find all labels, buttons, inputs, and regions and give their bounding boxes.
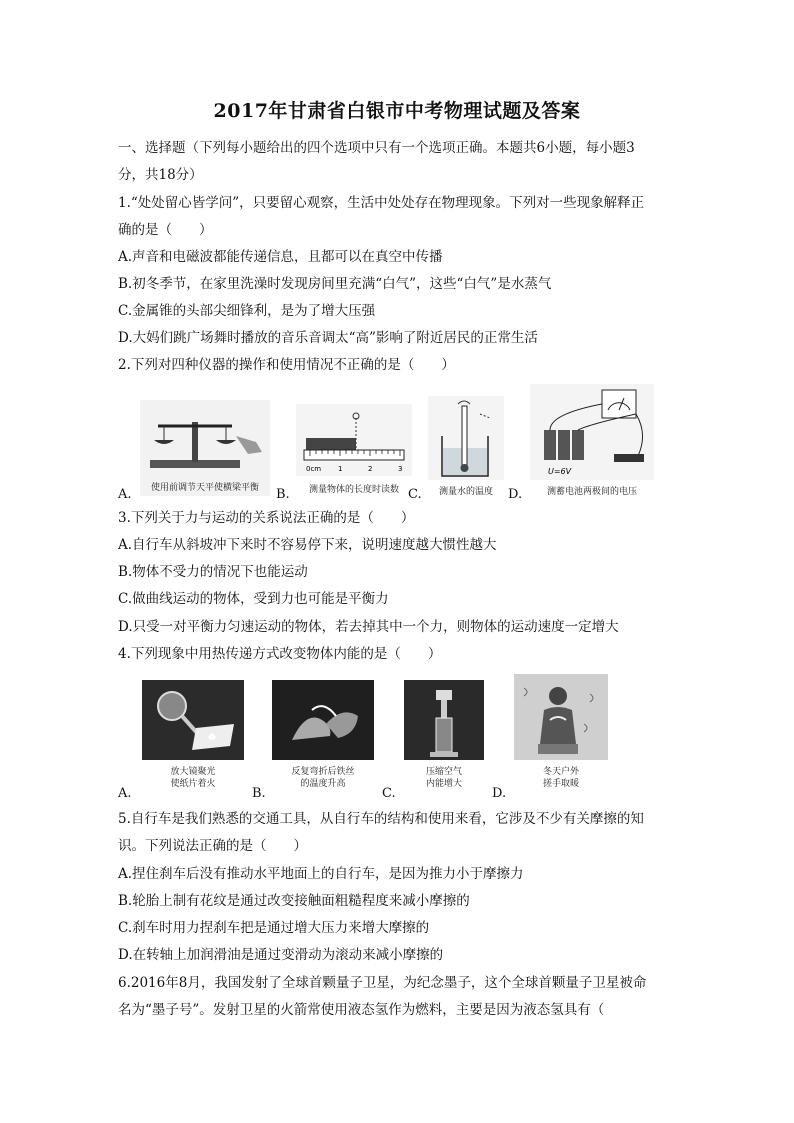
q6-stem-cont: 名为“墨子号”。发射卫星的火箭常使用液态氢作为燃料，主要是因为液态氢具有（ xyxy=(118,1002,605,1018)
q1-stem: 1.“处处留心皆学问”，只要留心观察，生活中处处存在物理现象。下列对一些现象解释正 xyxy=(118,195,645,211)
page-title: 2017年甘肃省白银市中考物理试题及答案 xyxy=(213,100,581,122)
q4-caption-c-line2: 内能增大 xyxy=(425,779,462,789)
q2-letter-d: D. xyxy=(508,487,523,502)
bending-wire-figure xyxy=(272,680,374,796)
q4-caption-d-line1: 冬天户外 xyxy=(542,767,579,777)
section-heading-cont: 分，共18分） xyxy=(118,167,203,183)
q4-caption-b-line2: 的温度升高 xyxy=(300,779,346,789)
q4-caption-b xyxy=(272,766,374,790)
q1-stem-cont: 确的是（ ） xyxy=(118,222,213,238)
q3-stem: 3.下列关于力与运动的关系说法正确的是（ ） xyxy=(118,510,415,526)
rubbing-hands-figure xyxy=(514,674,608,796)
q2-letter-c: C. xyxy=(408,487,422,502)
q4-letter-d: D. xyxy=(492,786,507,801)
q4-caption-d xyxy=(514,766,608,790)
air-pump-figure xyxy=(404,680,484,796)
q4-letter-c: C. xyxy=(382,786,396,801)
rubbing-hands-icon xyxy=(514,674,608,760)
q4-caption-c xyxy=(404,766,484,790)
q5-option-a: A.捏住刹车后没有推动水平地面上的自行车，是因为推力小于摩擦力 xyxy=(118,866,524,882)
magnifier-figure xyxy=(142,680,244,796)
q4-caption-c-line1: 压缩空气 xyxy=(425,767,462,777)
q2-caption-b: 测量物体的长度时读数 xyxy=(308,485,399,495)
section-heading: 一、选择题（下列每小题给出的四个选项中只有一个选项正确。本题共6小题，每小题3 xyxy=(118,140,635,156)
thermometer-beaker-icon xyxy=(428,396,504,480)
q5-stem-cont: 识。下列说法正确的是（ ） xyxy=(118,838,307,854)
q5-stem: 5.自行车是我们熟悉的交通工具，从自行车的结构和使用来看，它涉及不少有关摩擦的知 xyxy=(118,811,644,827)
q5-option-b: B.轮胎上制有花纹是通过改变接触面粗糙程度来减小摩擦的 xyxy=(118,893,470,909)
q3-option-b: B.物体不受力的情况下也能运动 xyxy=(118,564,308,580)
q2-letter-a: A. xyxy=(118,487,132,502)
q4-caption-d-line2: 搓手取暖 xyxy=(542,779,579,789)
q1-option-d: D.大妈们跳广场舞时播放的音乐音调太“高”影响了附近居民的正常生活 xyxy=(118,330,538,346)
q4-caption-a xyxy=(142,766,244,790)
q6-stem: 6.2016年8月，我国发射了全球首颗量子卫星，为纪念墨子，这个全球首颗量子卫星被命 xyxy=(118,975,647,991)
q3-option-d: D.只受一对平衡力匀速运动的物体，若去掉其中一个力，则物体的运动速度一定增大 xyxy=(118,619,619,635)
thermometer-figure xyxy=(428,396,504,496)
q2-stem: 2.下列对四种仪器的操作和使用情况不正确的是（ ） xyxy=(118,357,455,373)
voltmeter-battery-icon xyxy=(530,384,654,480)
voltmeter-figure xyxy=(530,384,654,496)
q2-caption-d: 测蓄电池两极间的电压 xyxy=(546,487,637,497)
q5-option-d: D.在转轴上加润滑油是通过变滑动为滚动来减小摩擦的 xyxy=(118,947,444,963)
q3-option-a: A.自行车从斜坡冲下来时不容易停下来，说明速度越大惯性越大 xyxy=(118,537,497,553)
q4-letter-a: A. xyxy=(118,786,132,801)
q4-stem: 4.下列现象中用热传递方式改变物体内能的是（ ） xyxy=(118,646,442,662)
q4-letter-b: B. xyxy=(252,786,266,801)
q4-caption-a-line2: 使纸片着火 xyxy=(170,779,216,789)
q4-caption-b-line1: 反复弯折后铁丝 xyxy=(291,767,355,777)
q1-option-a: A.声音和电磁波都能传递信息，且都可以在真空中传播 xyxy=(118,249,443,265)
ruler-label-2: 2 xyxy=(368,465,373,473)
q2-caption-a: 使用前调节天平使横梁平衡 xyxy=(150,483,259,493)
balance-scale-figure xyxy=(140,400,270,496)
magnifier-fire-icon xyxy=(142,680,244,760)
ruler-icon xyxy=(296,404,412,476)
bending-wire-icon xyxy=(272,680,374,760)
ruler-label-0: 0cm xyxy=(306,465,322,473)
q2-caption-c: 测量水的温度 xyxy=(438,487,493,497)
q2-letter-b: B. xyxy=(276,487,290,502)
q3-option-c: C.做曲线运动的物体，受到力也可能是平衡力 xyxy=(118,591,389,607)
q5-option-c: C.刹车时用力捏刹车把是通过增大压力来增大摩擦的 xyxy=(118,920,430,936)
ruler-label-1: 1 xyxy=(338,465,343,473)
q4-caption-a-line1: 放大镜聚光 xyxy=(170,767,216,777)
ruler-label-3: 3 xyxy=(398,465,403,473)
ruler-figure xyxy=(296,404,412,496)
q1-option-b: B.初冬季节，在家里洗澡时发现房间里充满“白气”，这些“白气”是水蒸气 xyxy=(118,276,552,292)
air-pump-icon xyxy=(404,680,484,760)
battery-voltage-label: U=6V xyxy=(548,467,572,476)
q1-option-c: C.金属锥的头部尖细锋利，是为了增大压强 xyxy=(118,303,376,319)
